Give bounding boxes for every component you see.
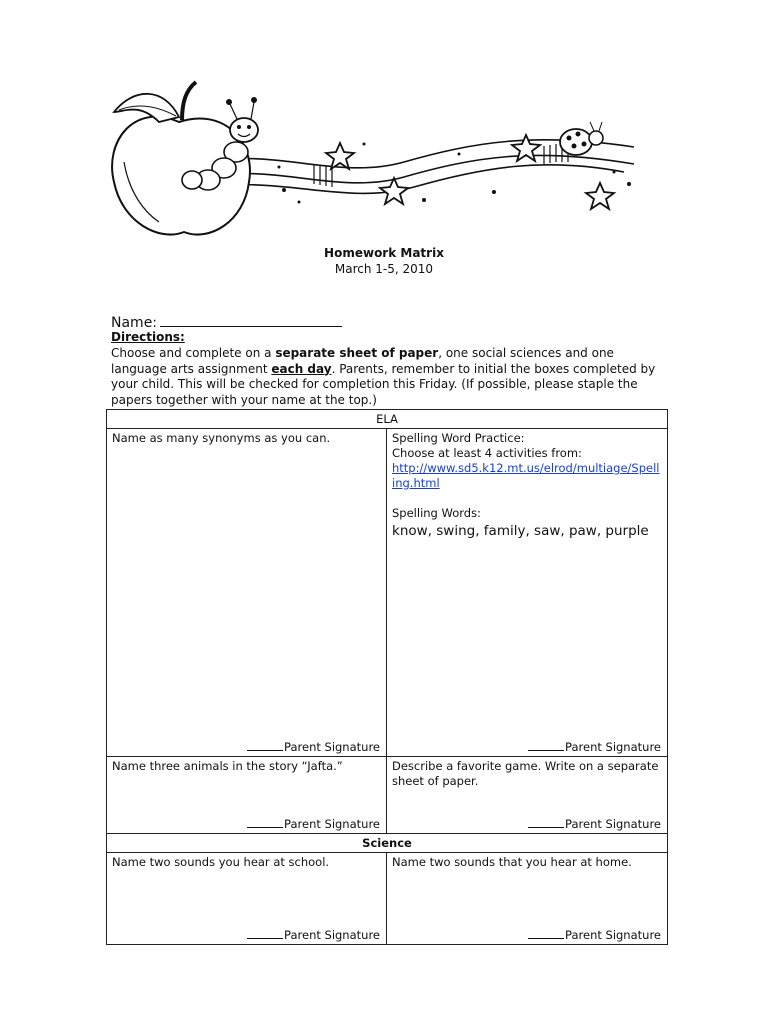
- parent-signature[interactable]: [528, 928, 661, 942]
- spelling-link[interactable]: http://www.sd5.k12.mt.us/elrod/multiage/Spelling.html: [392, 461, 660, 490]
- signature-blank[interactable]: [247, 741, 283, 751]
- parent-signature[interactable]: [528, 740, 661, 754]
- signature-blank[interactable]: [247, 818, 283, 828]
- signature-label: Parent Signature: [565, 740, 661, 754]
- signature-label: Parent Signature: [284, 817, 380, 831]
- ela-cell-game[interactable]: [387, 757, 668, 834]
- science-heading: Science: [107, 834, 668, 853]
- name-label: Name:: [111, 315, 158, 331]
- directions-text-part: , one social sciences and one language arts assignment: [111, 346, 614, 376]
- science-cell-home[interactable]: [387, 853, 668, 945]
- cell-text: Name two sounds that you hear at home.: [392, 855, 632, 869]
- directions-emphasis: separate sheet of paper: [275, 346, 439, 360]
- signature-label: Parent Signature: [284, 740, 380, 754]
- cell-text: Name three animals in the story “Jafta.”: [112, 759, 343, 773]
- signature-blank[interactable]: [528, 818, 564, 828]
- ela-cell-synonyms[interactable]: [107, 429, 387, 757]
- directions-text: [111, 346, 671, 408]
- directions-emphasis: each day: [271, 361, 332, 376]
- ela-heading: ELA: [107, 410, 668, 429]
- signature-label: Parent Signature: [284, 928, 380, 942]
- science-cell-school[interactable]: [107, 853, 387, 945]
- name-blank-line[interactable]: [160, 314, 342, 327]
- date-range: March 1-5, 2010: [334, 262, 434, 276]
- cell-text: Name two sounds you hear at school.: [112, 855, 330, 869]
- homework-matrix-table: [106, 409, 668, 945]
- ela-cell-spelling[interactable]: [387, 429, 668, 757]
- spelling-words-label: Spelling Words:: [392, 506, 481, 520]
- parent-signature[interactable]: [247, 740, 380, 754]
- cell-text: Describe a favorite game. Write on a separate sheet of paper.: [392, 759, 659, 788]
- directions-heading: Directions:: [111, 330, 185, 344]
- cell-text: Spelling Word Practice:: [392, 431, 525, 445]
- cell-text: Choose at least 4 activities from:: [392, 446, 582, 460]
- name-field[interactable]: [111, 314, 342, 331]
- header: [0, 246, 768, 276]
- directions-text-part: Choose and complete on a: [111, 346, 276, 360]
- apple-worm-ladybug-stars-clipart: [104, 72, 644, 252]
- ela-cell-jafta[interactable]: [107, 757, 387, 834]
- spelling-words: know, swing, family, saw, paw, purple: [392, 523, 649, 539]
- signature-blank[interactable]: [247, 929, 283, 939]
- directions-text-part: . Parents, remember to initial the boxes completed by your child. This will be checked for completion this Friday. (If possible, please staple the papers together with your name at the top.): [111, 361, 656, 407]
- parent-signature[interactable]: [247, 817, 380, 831]
- signature-label: Parent Signature: [565, 928, 661, 942]
- cell-text: Name as many synonyms as you can.: [112, 431, 331, 445]
- parent-signature[interactable]: [528, 817, 661, 831]
- parent-signature[interactable]: [247, 928, 380, 942]
- signature-blank[interactable]: [528, 741, 564, 751]
- signature-blank[interactable]: [528, 929, 564, 939]
- signature-label: Parent Signature: [565, 817, 661, 831]
- page-title: Homework Matrix: [324, 246, 444, 260]
